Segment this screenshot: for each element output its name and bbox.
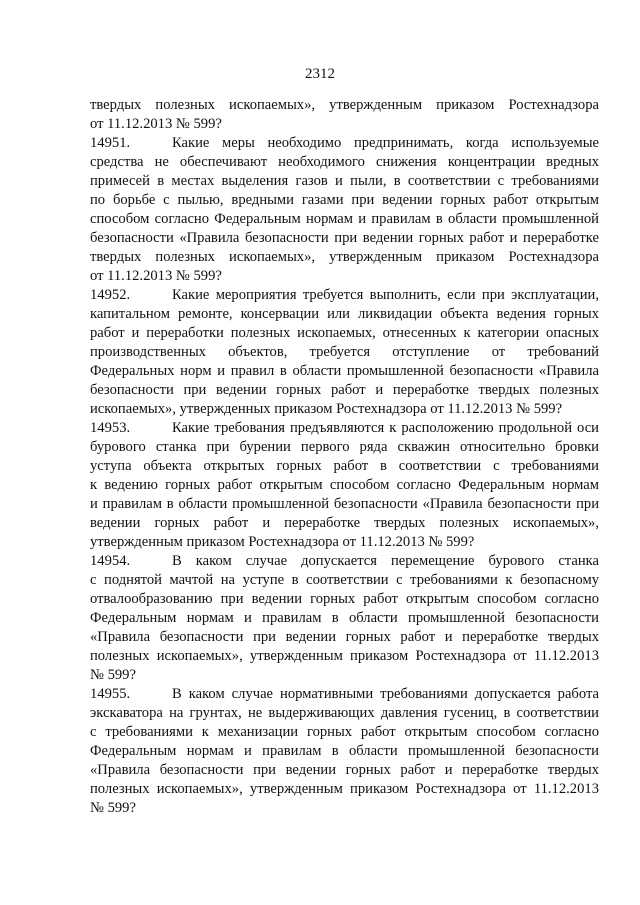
text-line: уступа объекта открытых горных работ в соответствии с требованиями (90, 458, 599, 474)
question-14955 (90, 685, 599, 818)
text-line: от 11.12.2013 № 599? (90, 116, 222, 132)
text-line: Федеральных норм и правил в области промышленной безопасности «Правила (90, 363, 599, 379)
text-line: Какие мероприятия требуется выполнить, если при эксплуатации, (172, 287, 599, 303)
text-line: Какие меры необходимо предпринимать, когда используемые (172, 135, 599, 151)
text-line: № 599? (90, 667, 136, 683)
text-line: производственных объектов, требуется отступление от требований (90, 344, 599, 360)
text-line: ископаемых», утвержденных приказом Ростехнадзора от 11.12.2013 № 599? (90, 401, 563, 417)
text-line: № 599? (90, 800, 136, 816)
text-line: от 11.12.2013 № 599? (90, 268, 222, 284)
text-line: отвалообразованию при ведении горных работ открытым способом согласно (90, 591, 599, 607)
text-line: ведении горных работ и переработке твердых полезных ископаемых», (90, 515, 599, 531)
text-line: утвержденным приказом Ростехнадзора от 11.12.2013 № 599? (90, 534, 475, 550)
question-number: 14954. (90, 553, 131, 569)
text-line: твердых полезных ископаемых», утвержденным приказом Ростехнадзора (90, 249, 599, 265)
text-line: бурового станка при бурении первого ряда скважин относительно бровки (90, 439, 599, 455)
question-number: 14951. (90, 135, 131, 151)
text-line: твердых полезных ископаемых», утвержденным приказом Ростехнадзора (90, 97, 599, 113)
text-line: и правилам в области промышленной безопасности «Правила безопасности при (90, 496, 599, 512)
text-line: с требованиями к механизации горных работ открытым способом согласно (90, 724, 599, 740)
text-line: капитальном ремонте, консервации или ликвидации объекта ведения горных (90, 306, 599, 322)
text-line: примесей в местах выделения газов и пыли, в соответствии с требованиями (90, 173, 599, 189)
page-number: 2312 (305, 66, 335, 82)
question-14952 (90, 286, 599, 419)
text-line: В каком случае нормативными требованиями допускается работа (172, 686, 599, 702)
text-line: полезных ископаемых», утвержденным приказом Ростехнадзора от 11.12.2013 (90, 781, 599, 797)
text-line: В каком случае допускается перемещение бурового станка (172, 553, 599, 569)
text-line: с поднятой мачтой на уступе в соответствии с требованиями к безопасному (90, 572, 599, 588)
text-line: Федеральным нормам и правилам в области промышленной безопасности (90, 743, 599, 759)
intro-continuation (90, 96, 599, 134)
text-line: средства не обеспечивают необходимого снижения концентрации вредных (90, 154, 599, 170)
text-line: экскаватора на грунтах, не выдерживающих давления гусениц, в соответствии (90, 705, 599, 721)
text-line: Какие требования предъявляются к расположению продольной оси (172, 420, 599, 436)
text-line: к ведению горных работ открытым способом согласно Федеральным нормам (90, 477, 599, 493)
question-number: 14953. (90, 420, 131, 436)
question-number: 14955. (90, 686, 131, 702)
text-line: способом согласно Федеральным нормам и правилам в области промышленной (90, 211, 599, 227)
text-line: Федеральным нормам и правилам в области промышленной безопасности (90, 610, 599, 626)
document-body (90, 96, 599, 818)
question-14951 (90, 134, 599, 286)
text-line: безопасности «Правила безопасности при ведении горных работ и переработке (90, 230, 599, 246)
question-14953 (90, 419, 599, 552)
question-14954 (90, 552, 599, 685)
text-line: работ и переработки полезных ископаемых, отнесенных к категории опасных (90, 325, 599, 341)
question-number: 14952. (90, 287, 131, 303)
text-line: полезных ископаемых», утвержденным приказом Ростехнадзора от 11.12.2013 (90, 648, 599, 664)
text-line: «Правила безопасности при ведении горных работ и переработке твердых (90, 629, 599, 645)
text-line: безопасности при ведении горных работ и переработке твердых полезных (90, 382, 599, 398)
text-line: по борьбе с пылью, вредными газами при ведении горных работ открытым (90, 192, 599, 208)
text-line: «Правила безопасности при ведении горных работ и переработке твердых (90, 762, 599, 778)
